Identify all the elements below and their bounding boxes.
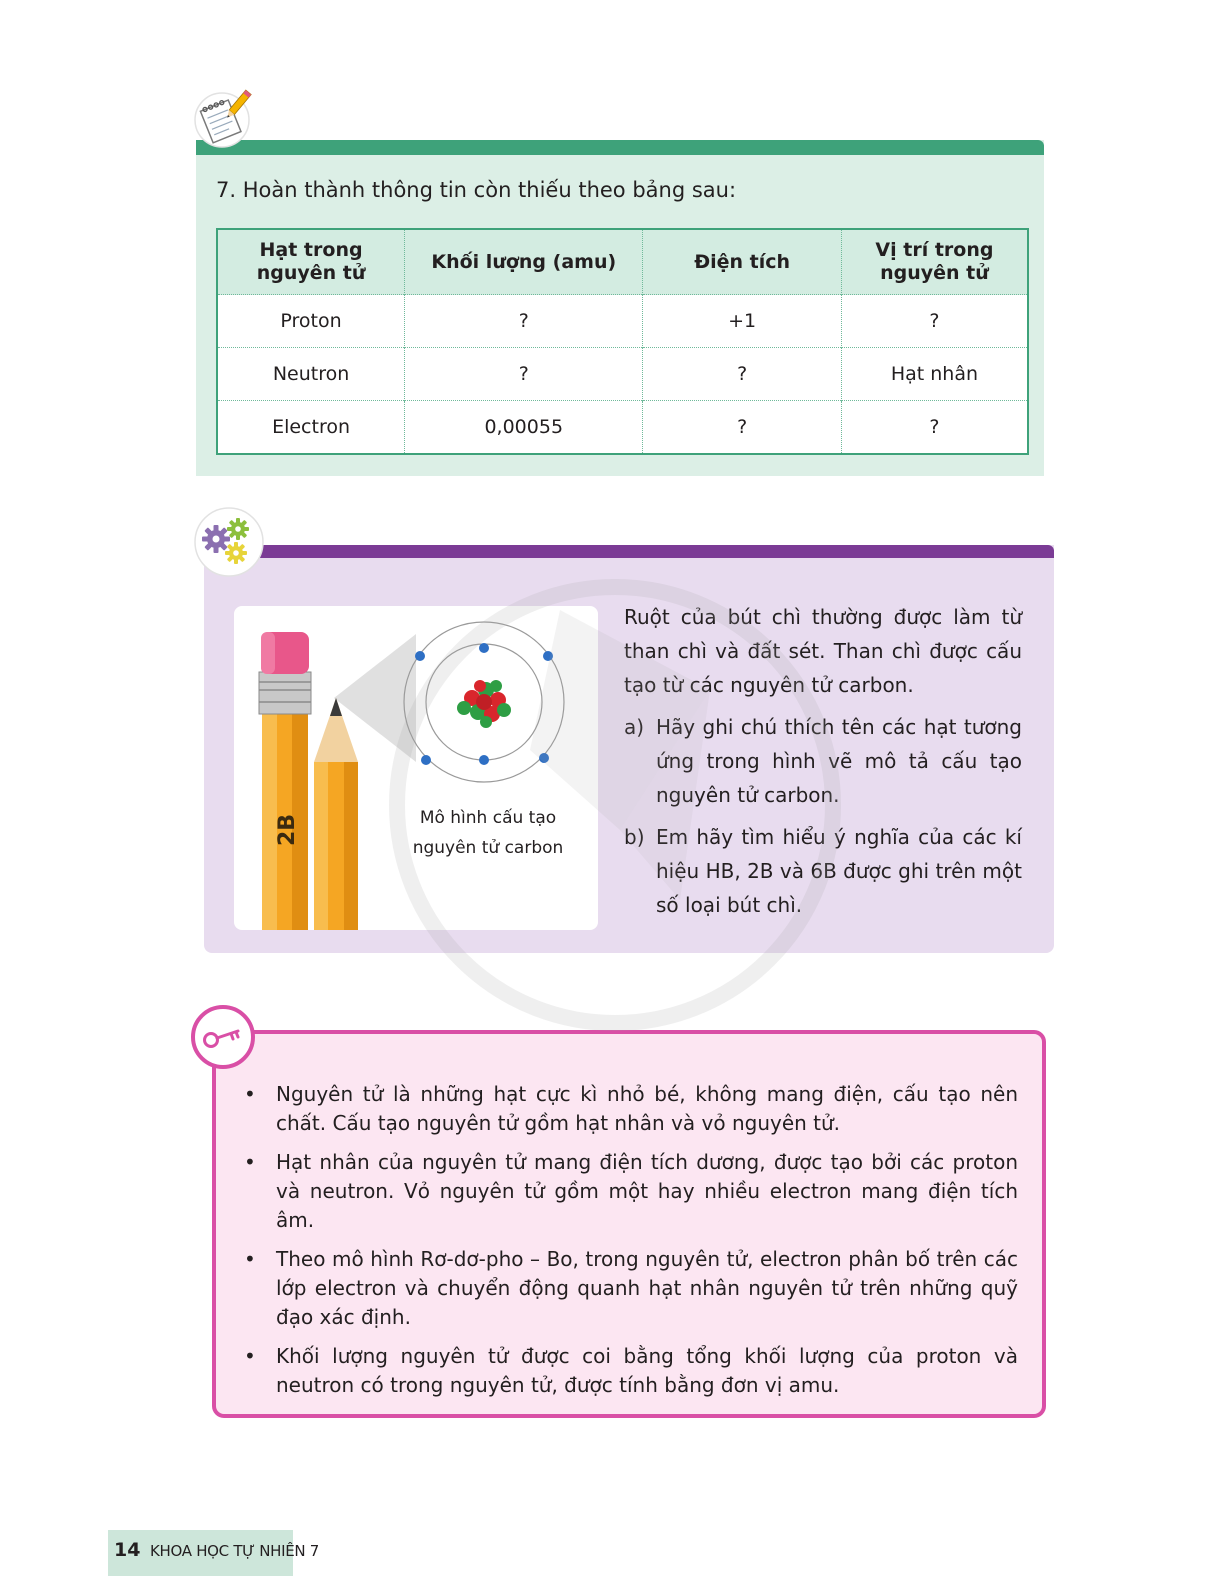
table-header-row bbox=[217, 229, 1028, 295]
table-cell: ? bbox=[841, 295, 1028, 348]
table-cell: ? bbox=[841, 401, 1028, 455]
page-number: 14 bbox=[114, 1539, 141, 1561]
table-cell: Proton bbox=[217, 295, 405, 348]
list-item-text: Khối lượng nguyên tử được coi bằng tổng khối lượng của proton và neutron có trong nguyên tử, được tính bằng đơn vị amu. bbox=[276, 1344, 1018, 1397]
exercise-header-bar bbox=[196, 140, 1044, 155]
book-title: KHOA HỌC TỰ NHIÊN 7 bbox=[150, 1542, 320, 1560]
activity-intro: Ruột của bút chì thường được làm từ than chì và đất sét. Than chì được cấu tạo từ các nguyên tử carbon. bbox=[624, 605, 1022, 697]
question-label: a) bbox=[624, 715, 645, 739]
list-item bbox=[244, 1080, 1018, 1138]
column-header: Khối lượng (amu) bbox=[405, 229, 643, 295]
pencil-label: 2B bbox=[275, 813, 300, 847]
table-cell: +1 bbox=[643, 295, 841, 348]
figure-caption bbox=[408, 803, 568, 863]
column-header: Hạt trong nguyên tử bbox=[217, 229, 405, 295]
pencil-atom-illustration bbox=[234, 606, 598, 930]
particle-table bbox=[216, 228, 1029, 455]
table-cell: ? bbox=[405, 295, 643, 348]
question-item bbox=[624, 820, 1022, 922]
bullet: • bbox=[244, 1247, 256, 1271]
key-icon bbox=[190, 1004, 256, 1070]
nucleus bbox=[457, 680, 511, 728]
bullet: • bbox=[244, 1344, 256, 1368]
column-header: Vị trí trong nguyên tử bbox=[841, 229, 1028, 295]
summary-list bbox=[244, 1080, 1018, 1410]
activity-header-bar bbox=[228, 545, 1054, 558]
bullet: • bbox=[244, 1150, 256, 1174]
table-row bbox=[217, 401, 1028, 455]
table-row bbox=[217, 295, 1028, 348]
pencil-sharpened bbox=[314, 698, 358, 930]
table-cell: ? bbox=[643, 348, 841, 401]
list-item-text: Nguyên tử là những hạt cực kì nhỏ bé, không mang điện, cấu tạo nên chất. Cấu tạo nguyên tử gồm hạt nhân và vỏ nguyên tử. bbox=[276, 1082, 1018, 1135]
notepad-pencil-icon bbox=[192, 86, 256, 150]
list-item bbox=[244, 1342, 1018, 1400]
table-cell: Electron bbox=[217, 401, 405, 455]
question-text: Hãy ghi chú thích tên các hạt tương ứng trong hình vẽ mô tả cấu tạo nguyên tử carbon. bbox=[656, 715, 1022, 807]
list-item-text: Theo mô hình Rơ-dơ-pho – Bo, trong nguyên tử, electron phân bố trên các lớp electron và chuyển động quanh hạt nhân nguyên tử trên những quỹ đạo xác định. bbox=[276, 1247, 1018, 1329]
pencil-2b bbox=[259, 632, 311, 930]
caption-line: nguyên tử carbon bbox=[412, 838, 564, 858]
gears-icon bbox=[192, 505, 266, 579]
pencil-atom-drawing bbox=[234, 606, 598, 930]
list-item-text: Hạt nhân của nguyên tử mang điện tích dương, được tạo bởi các proton và neutron. Vỏ nguyên tử gồm một hay nhiều electron mang điện tích âm. bbox=[276, 1150, 1018, 1232]
bullet: • bbox=[244, 1082, 256, 1106]
list-item bbox=[244, 1148, 1018, 1235]
table-cell: Neutron bbox=[217, 348, 405, 401]
column-header: Điện tích bbox=[643, 229, 841, 295]
exercise-title: 7. Hoàn thành thông tin còn thiếu theo bảng sau: bbox=[216, 178, 737, 202]
carbon-atom-model bbox=[404, 622, 564, 782]
caption-line: Mô hình cấu tạo bbox=[419, 808, 557, 828]
table-cell: 0,00055 bbox=[405, 401, 643, 455]
table-cell: ? bbox=[405, 348, 643, 401]
table-row bbox=[217, 348, 1028, 401]
question-item bbox=[624, 710, 1022, 812]
question-label: b) bbox=[624, 825, 645, 849]
question-text: Em hãy tìm hiểu ý nghĩa của các kí hiệu HB, 2B và 6B được ghi trên một số loại bút chì. bbox=[656, 825, 1022, 917]
table-cell: ? bbox=[643, 401, 841, 455]
table-cell: Hạt nhân bbox=[841, 348, 1028, 401]
list-item bbox=[244, 1245, 1018, 1332]
activity-text bbox=[624, 600, 1022, 922]
